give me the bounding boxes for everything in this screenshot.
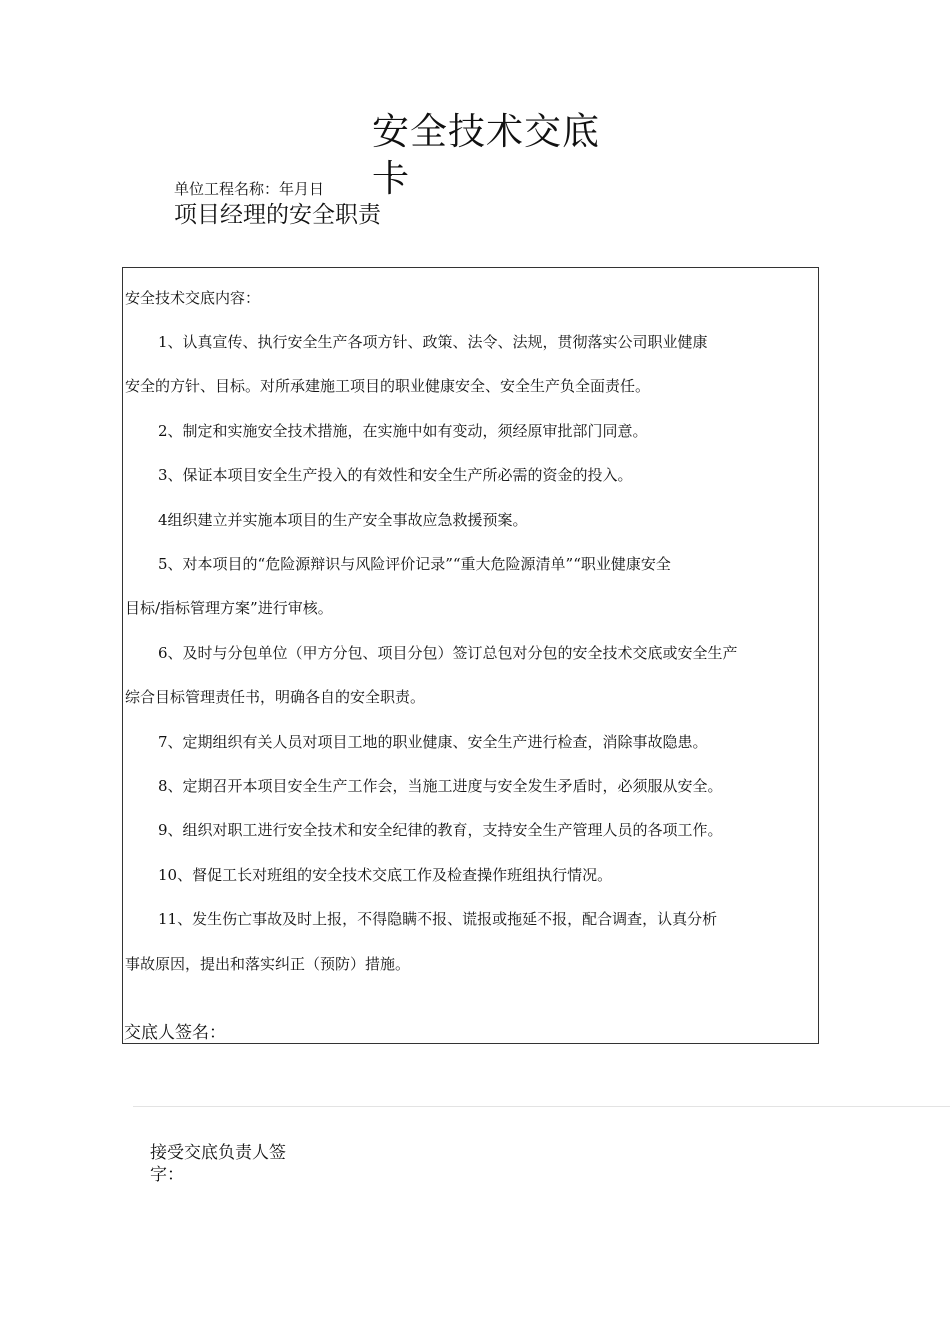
content-line: 7、定期组织有关人员对项目工地的职业健康、安全生产进行检查，消除事故隐患。: [158, 732, 708, 751]
content-line: 目标/指标管理方案”进行审核。: [125, 599, 333, 618]
content-label: 安全技术交底内容：: [125, 289, 261, 307]
content-line: 6、及时与分包单位（甲方分包、项目分包）签订总包对分包的安全技术交底或安全生产: [158, 643, 738, 662]
content-line: 4组织建立并实施本项目的生产安全事故应急救援预案。: [158, 510, 528, 529]
content-line: 1、认真宣传、执行安全生产各项方针、政策、法令、法规，贯彻落实公司职业健康: [158, 333, 708, 351]
content-line: 11、发生伤亡事故及时上报，不得隐瞒不报、谎报或拖延不报，配合调查，认真分析: [158, 910, 718, 929]
content-line: 事故原因，提出和落实纠正（预防）措施。: [125, 954, 411, 973]
content-line: 2、制定和实施安全技术措施，在实施中如有变动，须经原审批部门同意。: [158, 421, 648, 440]
signer-label: 交底人签名：: [124, 1023, 226, 1043]
content-line: 综合目标管理责任书，明确各自的安全职责。: [125, 688, 426, 707]
document-subtitle: 项目经理的安全职责: [174, 202, 381, 228]
content-line: 8、定期召开本项目安全生产工作会，当施工进度与安全发生矛盾时，必须服从安全。: [158, 777, 723, 795]
content-line: 安全的方针、目标。对所承建施工项目的职业健康安全、安全生产负全面责任。: [125, 377, 651, 396]
receiver-signature-label: 接受交底负责人签字：: [150, 1143, 286, 1185]
content-line: 5、对本项目的“危险源辩识与风险评价记录”“重大危险源清单”“职业健康安全: [158, 555, 671, 573]
section-divider: [133, 1106, 950, 1107]
content-line: 10、督促工长对班组的安全技术交底工作及检查操作班组执行情况。: [158, 865, 613, 884]
unit-project-name-line: 单位工程名称：年月日: [174, 180, 325, 198]
content-line: 9、组织对职工进行安全技术和安全纪律的教育，支持安全生产管理人员的各项工作。: [158, 821, 723, 840]
disclosure-content-box: [122, 267, 819, 1044]
content-line: 3、保证本项目安全生产投入的有效性和安全生产所必需的资金的投入。: [158, 466, 633, 485]
document-title: 安全技术交底卡: [372, 110, 600, 200]
